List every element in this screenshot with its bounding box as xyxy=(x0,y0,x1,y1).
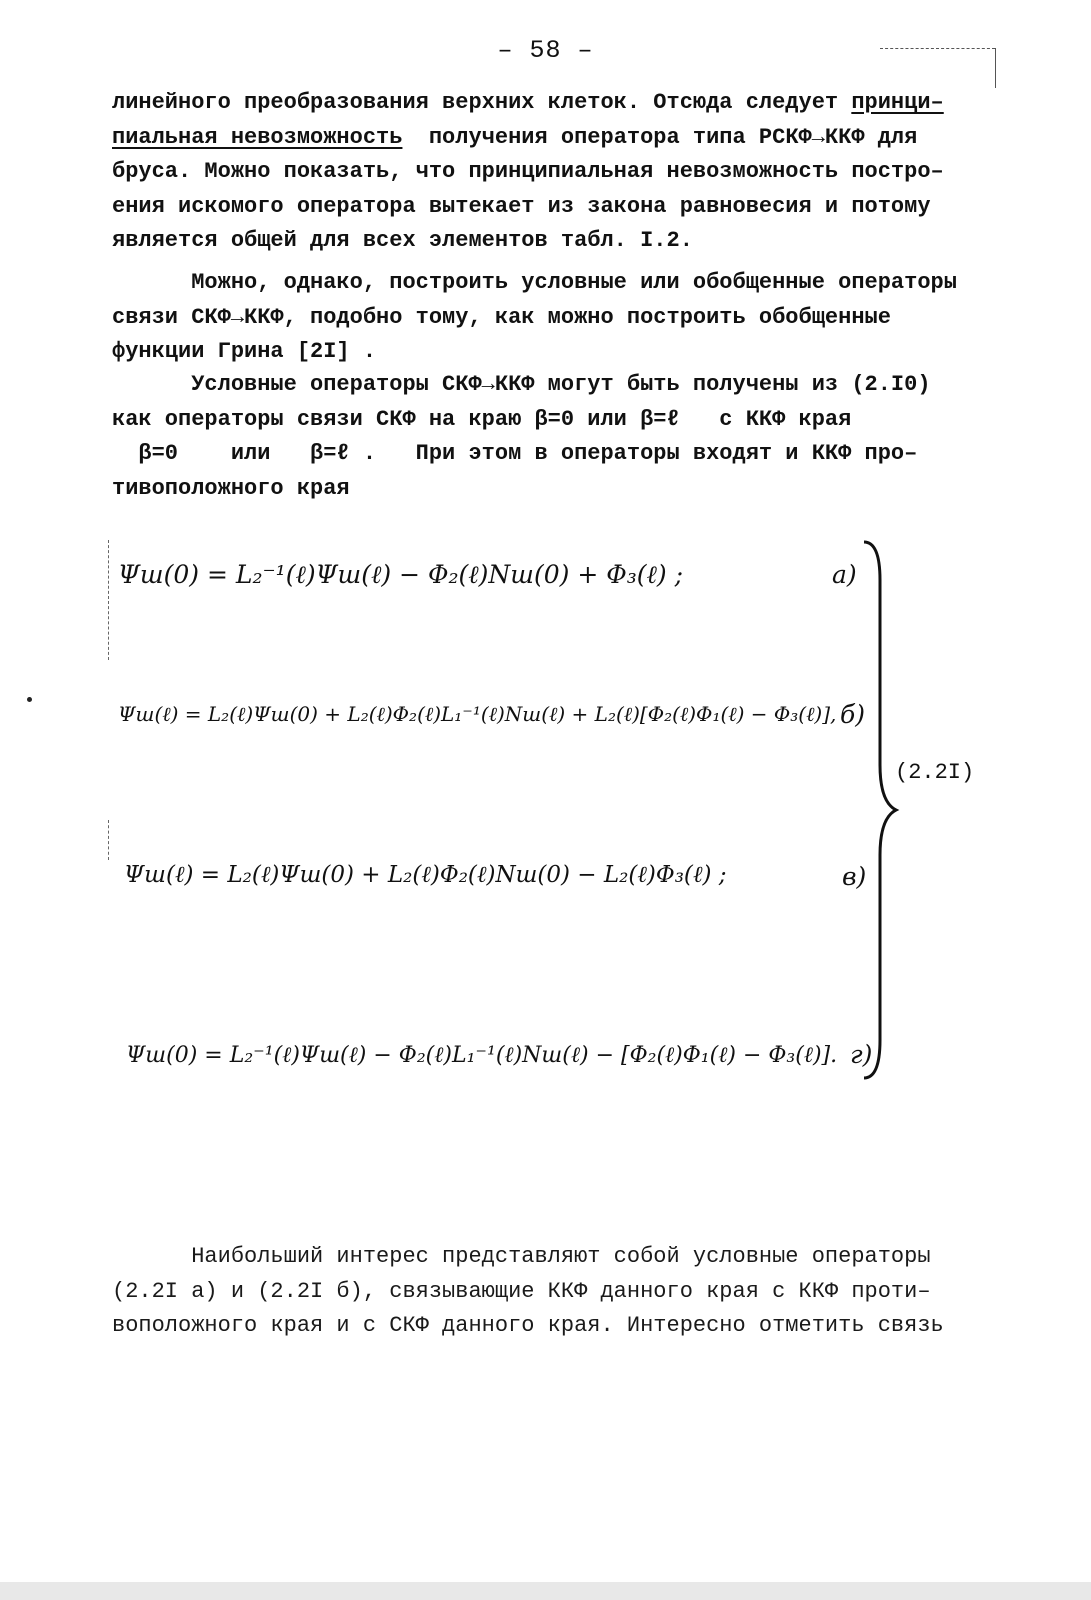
equation-d-label: г) xyxy=(850,1040,873,1069)
paragraph-1-line-1-text: линейного преобразования верхних клеток. Отсюда следует xyxy=(112,90,852,115)
paragraph-2-line-1: Можно, однако, построить условные или обобщенные операторы xyxy=(112,270,957,295)
scan-speck xyxy=(27,697,32,702)
paragraph-4 xyxy=(112,1240,1007,1344)
equation-b: Ψш(ℓ) = L₂(ℓ)Ψш(0) + L₂(ℓ)Φ₂(ℓ)L₁⁻¹(ℓ)Nш(ℓ) + L₂(ℓ)[Φ₂(ℓ)Φ₁(ℓ) − Φ₃(ℓ)], xyxy=(118,702,837,726)
paragraph-1-line-2-text: получения оператора типа РСКФ→ККФ для xyxy=(402,124,918,150)
paragraph-4-line-2: (2.2I а) и (2.2I б), связывающие ККФ данного края с ККФ проти– xyxy=(112,1278,931,1304)
paragraph-3-line-1: Условные операторы СКФ→ККФ могут быть получены из (2.I0) xyxy=(112,372,931,397)
paragraph-1-line-2-underlined: пиальная невозможность xyxy=(112,124,403,150)
paragraph-1-line-3: бруса. Можно показать, что принципиальная невозможность постро– xyxy=(112,159,944,184)
paragraph-2-line-2: связи СКФ→ККФ, подобно тому, как можно построить обобщенные xyxy=(112,304,891,330)
paragraph-1-line-4: ения искомого оператора вытекает из закона равновесия и потому xyxy=(112,193,931,219)
equation-a-label: a) xyxy=(832,560,857,589)
paragraph-1-line-2 xyxy=(112,121,1007,156)
paragraph-3-line-3: β=0 или β=ℓ . При этом в операторы входят и ККФ про– xyxy=(112,441,918,466)
page-number: – 58 – xyxy=(497,36,594,65)
equation-b-label: б) xyxy=(840,700,866,729)
equation-group-number: (2.2I) xyxy=(895,760,975,785)
left-margin-mark-1 xyxy=(108,540,109,660)
equation-c: Ψш(ℓ) = L₂(ℓ)Ψш(0) + L₂(ℓ)Φ₂(ℓ)Nш(0) − L₂(ℓ)Φ₃(ℓ) ; xyxy=(124,862,727,888)
equation-group-brace xyxy=(860,540,900,1080)
paragraph-1 xyxy=(112,86,1007,259)
paragraph-3-line-2: как операторы связи СКФ на краю β=0 или β=ℓ с ККФ края xyxy=(112,406,852,432)
paragraph-2-line-3: функции Грина [2I] . xyxy=(112,339,377,364)
paragraph-1-line-1 xyxy=(112,86,1007,121)
paragraph-4-line-3: воположного края и с СКФ данного края. Интересно отметить связь xyxy=(112,1313,944,1338)
paragraph-2 xyxy=(112,266,1007,370)
equation-d: Ψш(0) = L₂⁻¹(ℓ)Ψш(ℓ) − Φ₂(ℓ)L₁⁻¹(ℓ)Nш(ℓ) − [Φ₂(ℓ)Φ₁(ℓ) − Φ₃(ℓ)]. xyxy=(126,1043,838,1068)
left-margin-mark-2 xyxy=(108,820,109,860)
paragraph-3-line-4: тивоположного края xyxy=(112,475,350,501)
paragraph-1-line-5: является общей для всех элементов табл. I.2. xyxy=(112,228,693,253)
paragraph-4-line-1: Наибольший интерес представляют собой условные операторы xyxy=(112,1244,931,1269)
paragraph-1-line-1-underlined: принци– xyxy=(851,90,944,115)
paragraph-3 xyxy=(112,368,1007,506)
scan-bottom-edge xyxy=(0,1582,1091,1600)
equation-a: Ψш(0) = L₂⁻¹(ℓ)Ψш(ℓ) − Φ₂(ℓ)Nш(0) + Φ₃(ℓ) ; xyxy=(118,560,684,589)
equation-c-label: в) xyxy=(842,862,867,891)
